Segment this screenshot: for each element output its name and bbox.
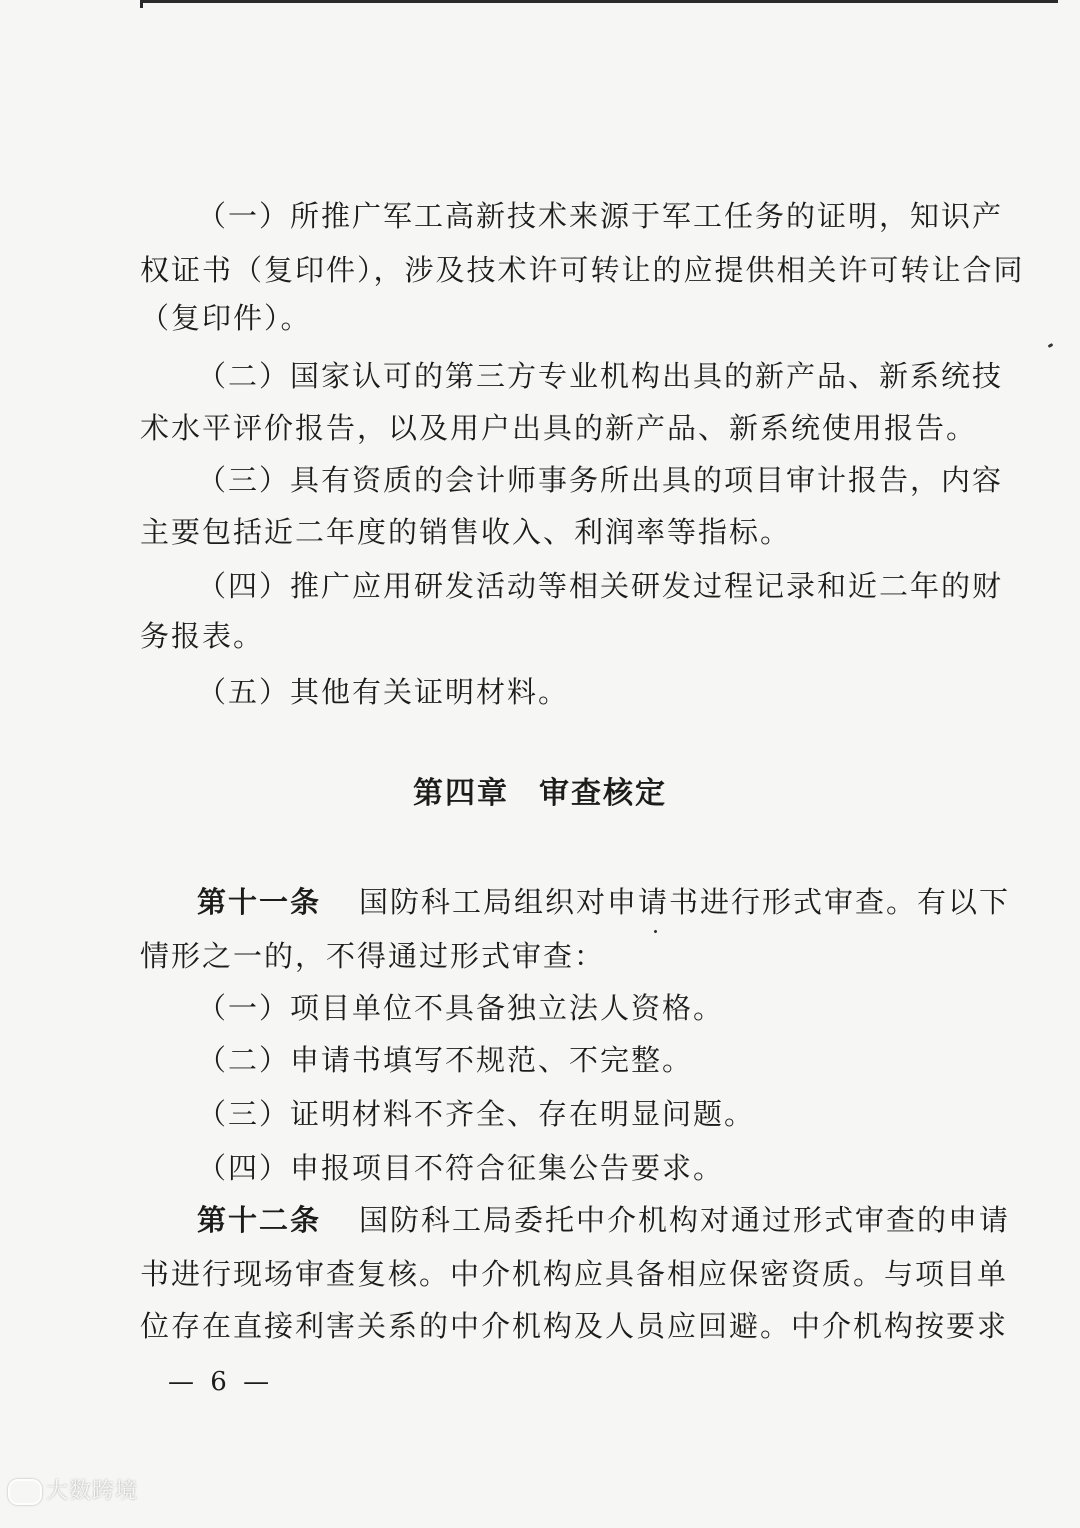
article-11-item-1: （一）项目单位不具备独立法人资格。 [197, 991, 725, 1025]
paragraph-3-line-1: （三）具有资质的会计师事务所出具的项目审计报告，内容 [197, 463, 1004, 497]
article-11-label: 第十一条 [197, 885, 322, 919]
paragraph-2-line-1: （二）国家认可的第三方专业机构出具的新产品、新系统技 [197, 359, 1004, 393]
article-11-text-1: 国防科工局组织对申请书进行形式审查。有以下 [359, 885, 1011, 919]
paragraph-4-line-2: 务报表。 [140, 619, 265, 653]
scan-speck [1048, 343, 1054, 348]
paragraph-1-line-1: （一）所推广军工高新技术来源于军工任务的证明，知识产 [197, 199, 1004, 233]
watermark [8, 1474, 138, 1505]
article-12-line-3: 位存在直接利害关系的中介机构及人员应回避。中介机构按要求 [140, 1309, 1009, 1343]
paragraph-1-line-3: （复印件）。 [140, 301, 312, 335]
scan-speck [653, 929, 657, 933]
paragraph-3-line-2: 主要包括近二年度的销售收入、利润率等指标。 [140, 515, 792, 549]
watermark-logo-icon [8, 1479, 42, 1505]
paragraph-2-line-2: 术水平评价报告，以及用户出具的新产品、新系统使用报告。 [140, 411, 978, 445]
top-border-line [140, 0, 1058, 3]
article-12-line-2: 书进行现场审查复核。中介机构应具备相应保密资质。与项目单 [140, 1257, 1009, 1291]
chapter-heading [0, 774, 1080, 814]
paragraph-5-line-1: （五）其他有关证明材料。 [197, 675, 570, 709]
article-12-label: 第十二条 [197, 1203, 322, 1237]
top-border-corner [140, 0, 143, 8]
article-12-line-1 [197, 1200, 1011, 1240]
article-11-item-2: （二）申请书填写不规范、不完整。 [197, 1043, 694, 1077]
chapter-title: 审查核定 [539, 776, 667, 811]
article-11-item-3: （三）证明材料不齐全、存在明显问题。 [197, 1097, 756, 1131]
paragraph-4-line-1: （四）推广应用研发活动等相关研发过程记录和近二年的财 [197, 569, 1004, 603]
chapter-number: 第四章 [413, 776, 509, 811]
article-11-line-1 [197, 882, 1011, 922]
article-12-text-1: 国防科工局委托中介机构对通过形式审查的申请 [359, 1203, 1011, 1237]
article-11-line-2: 情形之一的，不得通过形式审查： [140, 939, 606, 973]
paragraph-1-line-2: 权证书（复印件），涉及技术许可转让的应提供相关许可转让合同 [140, 253, 1025, 287]
page-number: — 6 — [168, 1367, 274, 1397]
article-11-item-4: （四）申报项目不符合征集公告要求。 [197, 1151, 725, 1185]
watermark-text: 大数跨境 [46, 1479, 139, 1504]
